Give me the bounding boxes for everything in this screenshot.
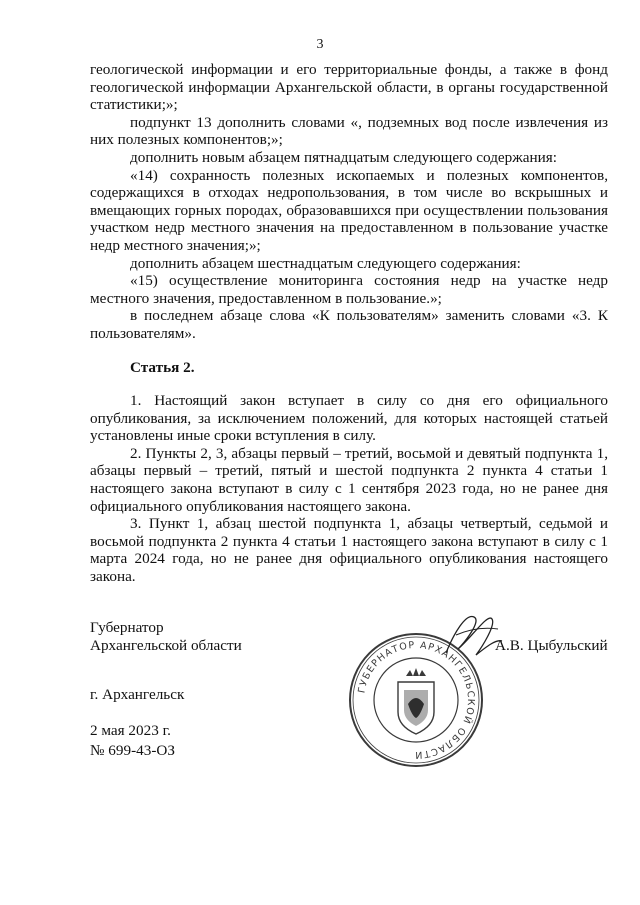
paragraph: геологической информации и его территориальные фонды, а также в фонд геологической информации Архангельской области, в органы государственной статистики;»; bbox=[90, 61, 608, 114]
law-date: 2 мая 2023 г. bbox=[90, 722, 171, 739]
signatory-title-line: Архангельской области bbox=[90, 637, 242, 654]
city: г. Архангельск bbox=[90, 686, 185, 703]
article-item: 1. Настоящий закон вступает в силу со дня его официального опубликования, за исключением положений, для которых настоящей статьей установлены иные сроки вступления в силу. bbox=[90, 392, 608, 445]
law-details bbox=[90, 721, 175, 761]
paragraph: в последнем абзаце слова «К пользователям» заменить словами «3. К пользователям». bbox=[90, 307, 608, 342]
paragraph: подпункт 13 дополнить словами «, подземных вод после извлечения из них полезных компонентов;»; bbox=[90, 113, 608, 149]
article-heading: Статья 2. bbox=[130, 358, 195, 376]
paragraph: «15) осуществление мониторинга состояния недр на участке недр местного значения, предоставленном в пользование.»; bbox=[90, 272, 608, 307]
article-item: 3. Пункт 1, абзац шестой подпункта 1, абзацы четвертый, седьмой и восьмой подпункта 2 пункта 4 статьи 1 настоящего закона вступают в силу с 1 марта 2024 года, но не ранее дня официального опубликования настоящего закона. bbox=[90, 515, 608, 586]
seal-text: ГУБЕРНАТОР АРХАНГЕЛЬСКОЙ ОБЛАСТИ bbox=[356, 639, 477, 761]
coat-of-arms-icon bbox=[398, 668, 434, 734]
document-body bbox=[90, 61, 608, 586]
paragraph: дополнить абзацем шестнадцатым следующего содержания: bbox=[130, 254, 521, 272]
signatory-title bbox=[90, 619, 242, 655]
article-item: 2. Пункты 2, 3, абзацы первый – третий, восьмой и девятый подпункта 1, абзацы первый – третий, пятый и шестой подпункта 2 пункта 4 статьи 1 настоящего закона вступают в силу с 1 сентября 2023 года, но не ранее дня официального опубликования настоящего закона. bbox=[90, 444, 608, 515]
paragraph: дополнить новым абзацем пятнадцатым следующего содержания: bbox=[130, 148, 557, 166]
law-number: № 699-43-ОЗ bbox=[90, 742, 175, 759]
page-number: 3 bbox=[316, 37, 324, 52]
paragraph: «14) сохранность полезных ископаемых и полезных компонентов, содержащихся в отходах недропользования, в том числе во вскрышных и вмещающих горных породах, образовавшихся при осуществлении пользования участком недр местного значения на предоставленном в пользование участке недр местного значения;»; bbox=[90, 166, 608, 254]
signer-name: А.В. Цыбульский bbox=[495, 637, 608, 654]
signatory-title-line: Губернатор bbox=[90, 619, 164, 636]
